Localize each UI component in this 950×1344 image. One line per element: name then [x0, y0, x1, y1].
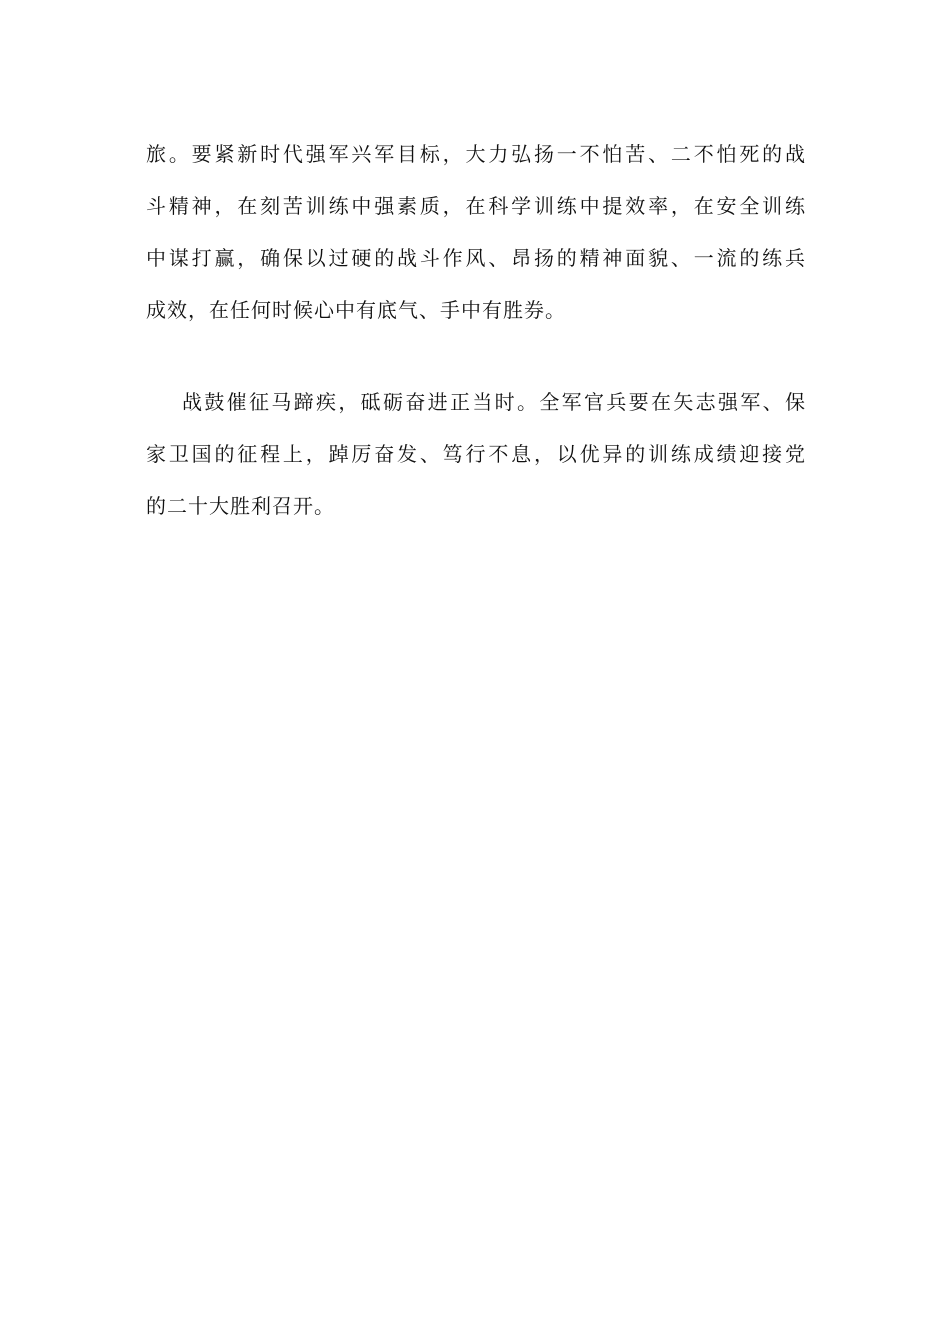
paragraph-line: 的二十大胜利召开。	[146, 494, 335, 518]
paragraph-line: 成效，在任何时候心中有底气、手中有胜券。	[146, 298, 566, 322]
paragraph-spacer	[146, 336, 806, 376]
paragraph-line: 旅。要紧新时代强军兴军目标，大力弘扬一不怕苦、二不怕死的战	[146, 142, 806, 166]
paragraph-line: 斗精神，在刻苦训练中强素质，在科学训练中提效率，在安全训练	[146, 194, 806, 218]
document-body	[146, 128, 806, 532]
paragraph-line: 家卫国的征程上，踔厉奋发、笃行不息，以优异的训练成绩迎接党	[146, 442, 806, 466]
paragraph-line: 战鼓催征马蹄疾，砥砺奋进正当时。全军官兵要在矢志强军、保	[182, 390, 806, 414]
paragraph-2	[146, 376, 806, 532]
paragraph-line: 中谋打赢，确保以过硬的战斗作风、昂扬的精神面貌、一流的练兵	[146, 246, 806, 270]
paragraph-1	[146, 128, 806, 336]
